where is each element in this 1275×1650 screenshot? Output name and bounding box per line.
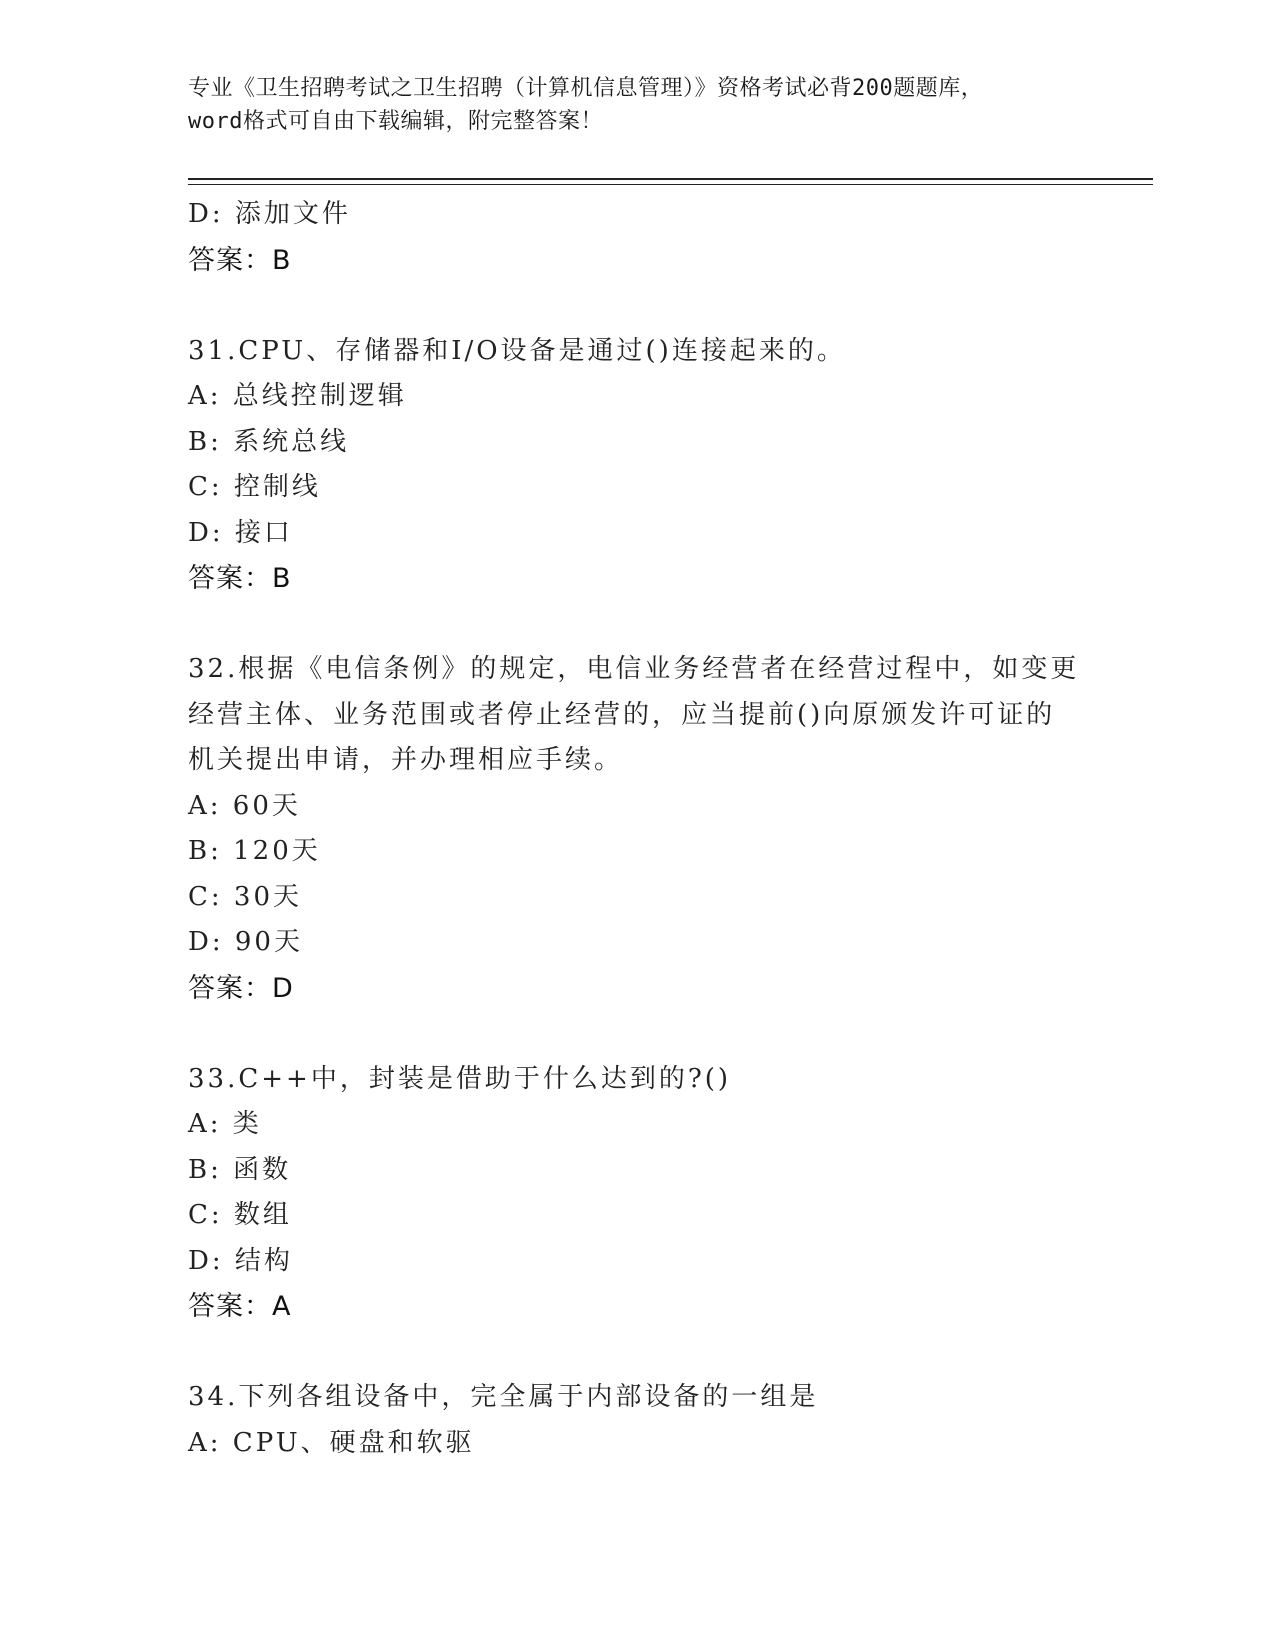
header-title-line-1: 专业《卫生招聘考试之卫生招聘（计算机信息管理）》资格考试必背200题题库，	[188, 76, 984, 101]
question-33-option-d: D: 结构	[188, 1245, 293, 1276]
question-32-option-a: A: 60天	[188, 790, 301, 821]
question-34-text: 34.下列各组设备中，完全属于内部设备的一组是	[188, 1382, 819, 1412]
document-header	[188, 72, 1088, 138]
question-32-text-line-3: 机关提出申请，并办理相应手续。	[188, 745, 624, 775]
question-spacer	[188, 1330, 1088, 1376]
question-31-option-a: A: 总线控制逻辑	[188, 381, 407, 411]
question-33-option-a: A: 类	[188, 1109, 262, 1139]
question-list	[188, 192, 1088, 1466]
question-31-option-b: B: 系统总线	[188, 426, 350, 457]
question-33-option-c: C: 数组	[188, 1200, 292, 1230]
question-spacer	[188, 602, 1088, 648]
question-33-answer: 答案：A	[188, 1291, 292, 1322]
question-31-text: 31.CPU、存储器和I/O设备是通过()连接起来的。	[188, 335, 846, 366]
header-divider-thin	[188, 184, 1153, 185]
question-31-answer: 答案：B	[188, 563, 292, 594]
question-33-text: 33.C++中，封装是借助于什么达到的?()	[188, 1063, 732, 1094]
question-spacer	[188, 283, 1088, 329]
header-title-line-2: word格式可自由下载编辑，附完整答案！	[188, 109, 603, 134]
previous-question-option-d: D: 添加文件	[188, 199, 351, 229]
question-32-option-b: B: 120天	[188, 836, 321, 866]
question-32-text-line-2: 经营主体、业务范围或者停止经营的，应当提前()向原颁发许可证的	[188, 699, 1056, 730]
question-32-option-c: C: 30天	[188, 881, 303, 912]
question-32-option-d: D: 90天	[188, 927, 303, 957]
question-34-option-a: A: CPU、硬盘和软驱	[188, 1427, 475, 1458]
question-32-text-line-1: 32.根据《电信条例》的规定，电信业务经营者在经营过程中，如变更	[188, 654, 1080, 684]
question-31-option-d: D: 接口	[188, 517, 293, 548]
question-31-option-c: C: 控制线	[188, 472, 321, 502]
question-spacer	[188, 1011, 1088, 1057]
previous-question-answer: 答案：B	[188, 244, 292, 276]
header-divider-thick	[188, 178, 1153, 180]
question-33-option-b: B: 函数	[188, 1154, 292, 1185]
question-32-answer: 答案：D	[188, 972, 294, 1004]
